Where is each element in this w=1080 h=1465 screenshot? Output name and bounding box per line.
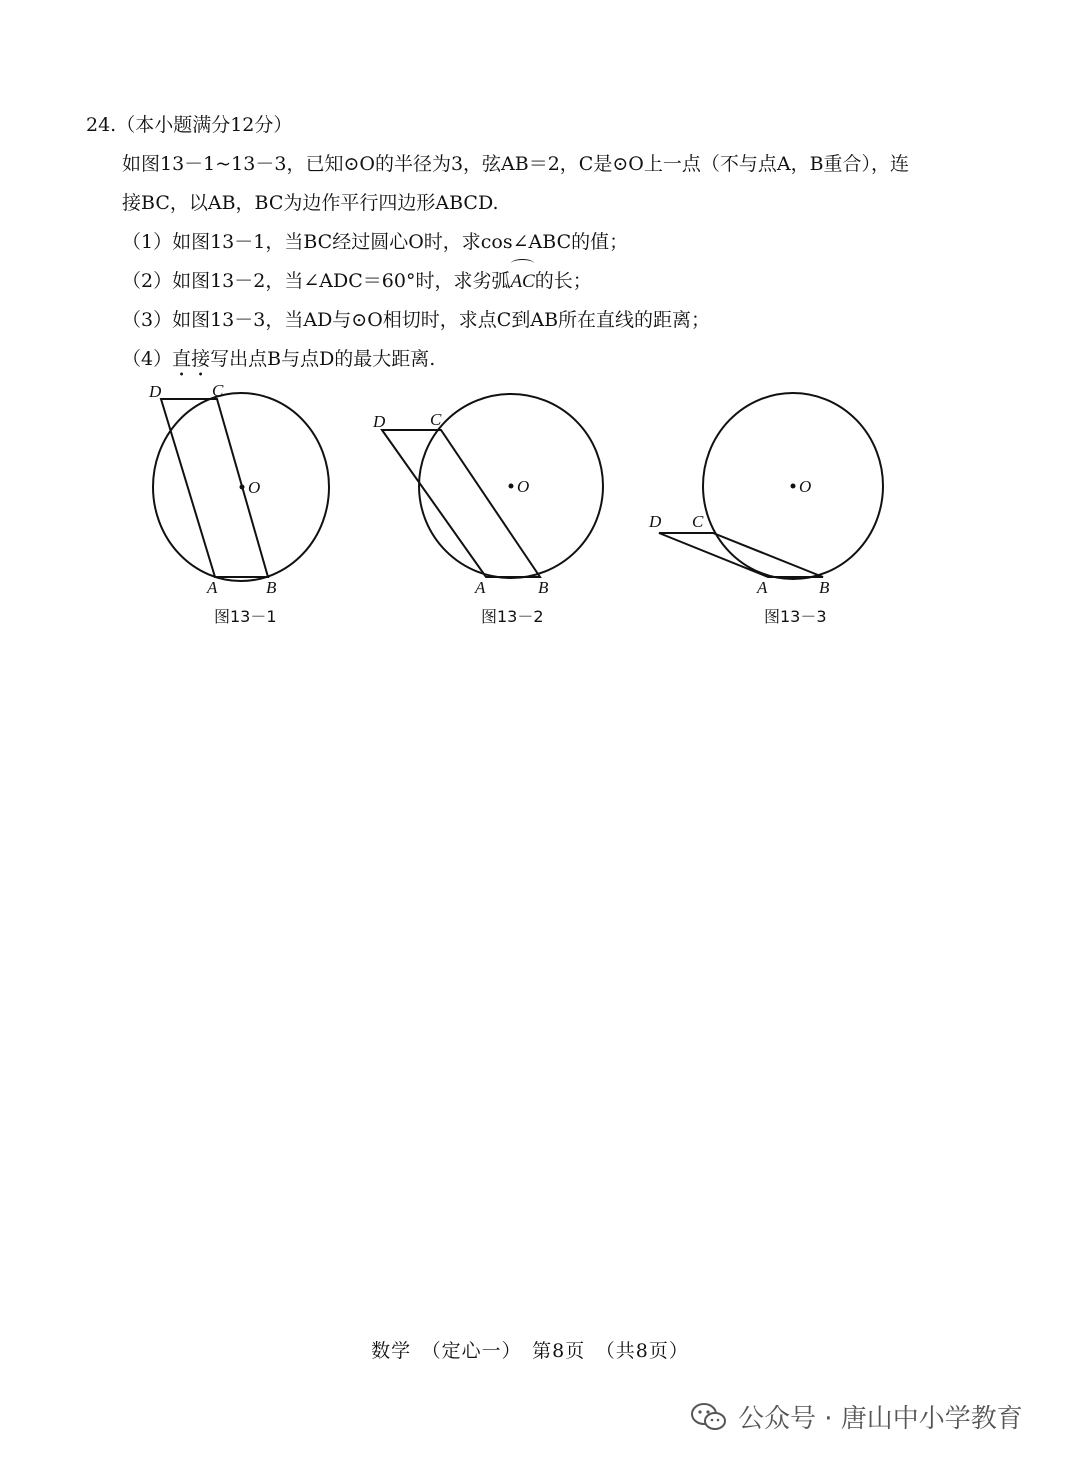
problem-header: 24.（本小题满分12分） (86, 114, 293, 136)
center-dot (791, 484, 796, 489)
problem-intro-line-2: 接BC，以AB，BC为边作平行四边形ABCD. (122, 192, 499, 214)
label-C: C (430, 410, 442, 429)
label-B: B (538, 578, 549, 597)
problem-intro-line-1: 如图13－1~13－3，已知⊙O的半径为3，弦AB＝2，C是⊙O上一点（不与点A，B重合），连 (122, 153, 910, 175)
question-2 (86, 262, 986, 301)
parallelogram-abcd (382, 430, 540, 577)
question-1: （1）如图13－1，当BC经过圆心O时，求cos∠ABC的值； (122, 231, 629, 253)
label-C: C (212, 381, 224, 400)
figure-13-3-caption: 图13－3 (764, 607, 827, 626)
wechat-icon (690, 1402, 728, 1432)
center-dot (240, 485, 245, 490)
figure-13-3 (640, 375, 900, 600)
question-4-emphasis: 直接 (172, 348, 211, 370)
problem-24 (86, 106, 986, 381)
label-O: O (517, 477, 530, 496)
watermark-text: 公众号 · 唐山中小学教育 (738, 1404, 1023, 1434)
question-4-prefix: （4） (122, 348, 173, 370)
question-2-suffix: 的长； (534, 270, 592, 292)
label-B: B (266, 578, 277, 597)
parallelogram-abcd (659, 533, 823, 577)
label-D: D (149, 382, 162, 401)
label-A: A (207, 578, 218, 597)
figure-13-2-caption: 图13－2 (481, 607, 544, 626)
watermark (690, 1398, 1023, 1435)
center-dot (509, 484, 514, 489)
question-3: （3）如图13－3，当AD与⊙O相切时，求点C到AB所在直线的距离； (122, 309, 711, 331)
label-A: A (757, 578, 768, 597)
figure-13-2 (370, 375, 615, 600)
question-2-prefix: （2）如图13－2，当∠ADC＝60°时，求劣弧 (122, 270, 511, 292)
label-A: A (475, 578, 486, 597)
figure-13-1 (140, 375, 340, 600)
label-O: O (799, 477, 812, 496)
page-footer: 数学 （定心一） 第8页 （共8页） (371, 1340, 689, 1362)
figure-13-1-caption: 图13－1 (214, 607, 277, 626)
label-O: O (248, 478, 261, 497)
label-D: D (373, 412, 386, 431)
arc-ac-notation: AC (510, 262, 534, 301)
label-B: B (819, 578, 830, 597)
label-C: C (692, 512, 704, 531)
question-4-suffix: 写出点B与点D的最大距离. (210, 348, 436, 370)
label-D: D (649, 512, 662, 531)
